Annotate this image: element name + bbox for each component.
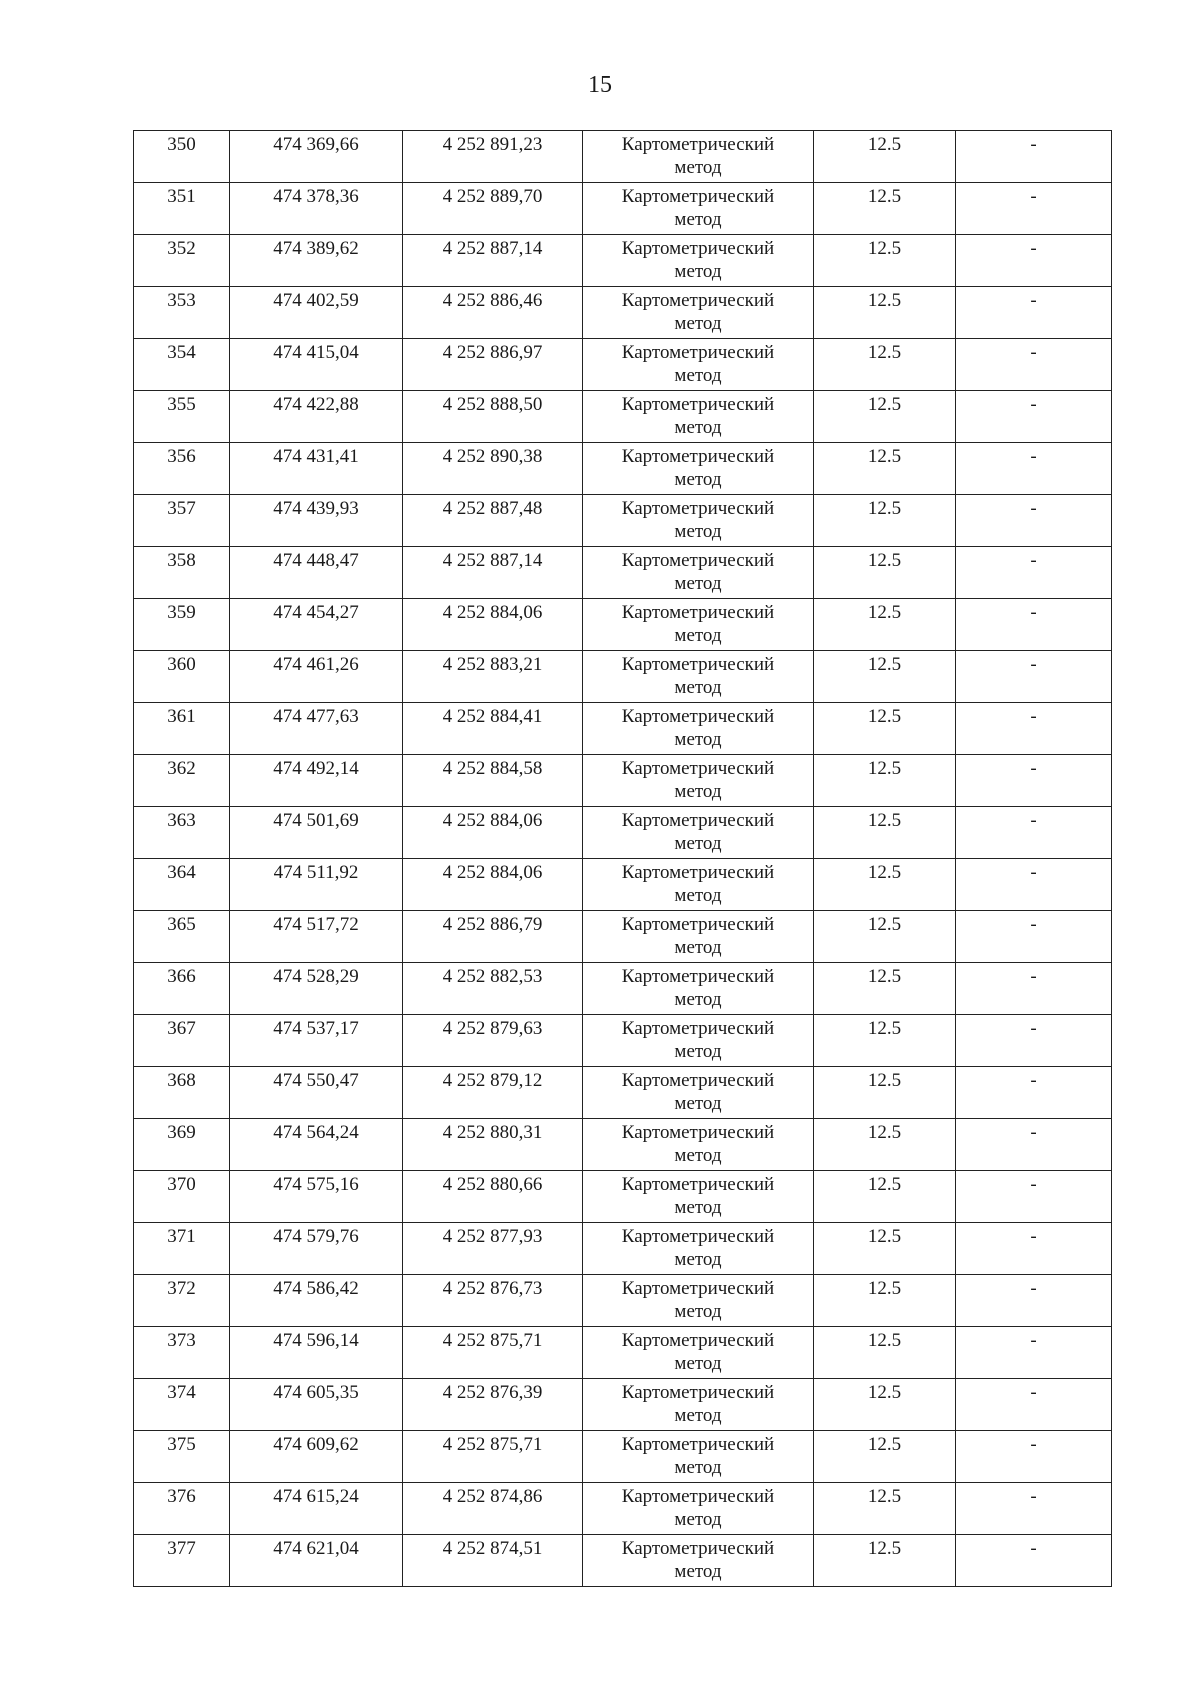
method-line-1: Картометрический <box>621 550 775 571</box>
accuracy-cell: 12.5 <box>814 1535 956 1587</box>
accuracy-cell: 12.5 <box>814 339 956 391</box>
point-number-cell: 367 <box>134 1015 230 1067</box>
point-number-cell: 374 <box>134 1379 230 1431</box>
point-number-cell: 369 <box>134 1119 230 1171</box>
point-number-cell: 364 <box>134 859 230 911</box>
method-line-2: метод <box>674 365 722 386</box>
table-row <box>134 391 1112 443</box>
note-cell: - <box>956 859 1112 911</box>
method-line-1: Картометрический <box>621 1174 775 1195</box>
table-row <box>134 443 1112 495</box>
note-cell: - <box>956 703 1112 755</box>
method-line-2: метод <box>674 937 722 958</box>
accuracy-cell: 12.5 <box>814 183 956 235</box>
method-cell <box>583 1119 814 1171</box>
method-cell <box>583 547 814 599</box>
y-coordinate-cell: 4 252 890,38 <box>403 443 583 495</box>
accuracy-cell: 12.5 <box>814 131 956 183</box>
x-coordinate-cell: 474 537,17 <box>230 1015 403 1067</box>
point-number-cell: 361 <box>134 703 230 755</box>
x-coordinate-cell: 474 615,24 <box>230 1483 403 1535</box>
x-coordinate-cell: 474 586,42 <box>230 1275 403 1327</box>
note-cell: - <box>956 963 1112 1015</box>
method-line-2: метод <box>674 989 722 1010</box>
method-cell <box>583 1067 814 1119</box>
method-line-1: Картометрический <box>621 290 775 311</box>
note-cell: - <box>956 807 1112 859</box>
y-coordinate-cell: 4 252 874,86 <box>403 1483 583 1535</box>
method-line-2: метод <box>674 833 722 854</box>
method-line-2: метод <box>674 1353 722 1374</box>
method-line-2: метод <box>674 1249 722 1270</box>
x-coordinate-cell: 474 492,14 <box>230 755 403 807</box>
note-cell: - <box>956 1119 1112 1171</box>
y-coordinate-cell: 4 252 882,53 <box>403 963 583 1015</box>
x-coordinate-cell: 474 596,14 <box>230 1327 403 1379</box>
method-cell <box>583 1223 814 1275</box>
table-row <box>134 183 1112 235</box>
coordinates-table <box>133 130 1112 1587</box>
method-cell <box>583 859 814 911</box>
method-line-1: Картометрический <box>621 446 775 467</box>
accuracy-cell: 12.5 <box>814 1275 956 1327</box>
table-row <box>134 287 1112 339</box>
table-row <box>134 339 1112 391</box>
method-cell <box>583 339 814 391</box>
method-line-2: метод <box>674 1509 722 1530</box>
accuracy-cell: 12.5 <box>814 495 956 547</box>
table-row <box>134 547 1112 599</box>
method-line-1: Картометрический <box>621 1486 775 1507</box>
method-cell <box>583 651 814 703</box>
table-row <box>134 859 1112 911</box>
accuracy-cell: 12.5 <box>814 235 956 287</box>
note-cell: - <box>956 599 1112 651</box>
x-coordinate-cell: 474 605,35 <box>230 1379 403 1431</box>
method-cell <box>583 599 814 651</box>
method-line-2: метод <box>674 885 722 906</box>
note-cell: - <box>956 495 1112 547</box>
point-number-cell: 363 <box>134 807 230 859</box>
note-cell: - <box>956 1171 1112 1223</box>
method-line-1: Картометрический <box>621 1330 775 1351</box>
note-cell: - <box>956 651 1112 703</box>
point-number-cell: 350 <box>134 131 230 183</box>
note-cell: - <box>956 1483 1112 1535</box>
method-line-2: метод <box>674 625 722 646</box>
accuracy-cell: 12.5 <box>814 391 956 443</box>
point-number-cell: 371 <box>134 1223 230 1275</box>
x-coordinate-cell: 474 378,36 <box>230 183 403 235</box>
method-line-1: Картометрический <box>621 1122 775 1143</box>
accuracy-cell: 12.5 <box>814 703 956 755</box>
y-coordinate-cell: 4 252 876,73 <box>403 1275 583 1327</box>
method-line-1: Картометрический <box>621 758 775 779</box>
page-number: 15 <box>588 72 612 98</box>
note-cell: - <box>956 131 1112 183</box>
method-line-2: метод <box>674 1041 722 1062</box>
note-cell: - <box>956 1275 1112 1327</box>
y-coordinate-cell: 4 252 879,63 <box>403 1015 583 1067</box>
method-cell <box>583 963 814 1015</box>
y-coordinate-cell: 4 252 880,31 <box>403 1119 583 1171</box>
note-cell: - <box>956 183 1112 235</box>
note-cell: - <box>956 1067 1112 1119</box>
x-coordinate-cell: 474 461,26 <box>230 651 403 703</box>
table-row <box>134 807 1112 859</box>
method-line-1: Картометрический <box>621 394 775 415</box>
accuracy-cell: 12.5 <box>814 1327 956 1379</box>
accuracy-cell: 12.5 <box>814 443 956 495</box>
note-cell: - <box>956 1223 1112 1275</box>
method-line-2: метод <box>674 313 722 334</box>
point-number-cell: 352 <box>134 235 230 287</box>
note-cell: - <box>956 443 1112 495</box>
x-coordinate-cell: 474 528,29 <box>230 963 403 1015</box>
method-line-2: метод <box>674 1457 722 1478</box>
method-cell <box>583 131 814 183</box>
y-coordinate-cell: 4 252 891,23 <box>403 131 583 183</box>
table-row <box>134 1171 1112 1223</box>
table-row <box>134 1015 1112 1067</box>
accuracy-cell: 12.5 <box>814 1379 956 1431</box>
table-row <box>134 1379 1112 1431</box>
method-cell <box>583 911 814 963</box>
accuracy-cell: 12.5 <box>814 859 956 911</box>
method-cell <box>583 703 814 755</box>
method-line-1: Картометрический <box>621 914 775 935</box>
method-cell <box>583 1535 814 1587</box>
note-cell: - <box>956 1327 1112 1379</box>
y-coordinate-cell: 4 252 880,66 <box>403 1171 583 1223</box>
point-number-cell: 357 <box>134 495 230 547</box>
table-row <box>134 1119 1112 1171</box>
accuracy-cell: 12.5 <box>814 755 956 807</box>
method-cell <box>583 755 814 807</box>
table-row <box>134 235 1112 287</box>
note-cell: - <box>956 391 1112 443</box>
point-number-cell: 365 <box>134 911 230 963</box>
x-coordinate-cell: 474 575,16 <box>230 1171 403 1223</box>
method-line-1: Картометрический <box>621 862 775 883</box>
table-row <box>134 599 1112 651</box>
x-coordinate-cell: 474 439,93 <box>230 495 403 547</box>
note-cell: - <box>956 235 1112 287</box>
note-cell: - <box>956 911 1112 963</box>
method-line-2: метод <box>674 157 722 178</box>
method-line-2: метод <box>674 729 722 750</box>
y-coordinate-cell: 4 252 884,06 <box>403 807 583 859</box>
method-line-1: Картометрический <box>621 706 775 727</box>
method-line-1: Картометрический <box>621 1434 775 1455</box>
method-cell <box>583 1171 814 1223</box>
point-number-cell: 377 <box>134 1535 230 1587</box>
method-line-1: Картометрический <box>621 966 775 987</box>
note-cell: - <box>956 1015 1112 1067</box>
accuracy-cell: 12.5 <box>814 1483 956 1535</box>
point-number-cell: 368 <box>134 1067 230 1119</box>
accuracy-cell: 12.5 <box>814 807 956 859</box>
accuracy-cell: 12.5 <box>814 287 956 339</box>
note-cell: - <box>956 1379 1112 1431</box>
table-row <box>134 1535 1112 1587</box>
note-cell: - <box>956 547 1112 599</box>
method-line-1: Картометрический <box>621 1538 775 1559</box>
note-cell: - <box>956 1535 1112 1587</box>
y-coordinate-cell: 4 252 879,12 <box>403 1067 583 1119</box>
x-coordinate-cell: 474 422,88 <box>230 391 403 443</box>
x-coordinate-cell: 474 550,47 <box>230 1067 403 1119</box>
point-number-cell: 359 <box>134 599 230 651</box>
x-coordinate-cell: 474 402,59 <box>230 287 403 339</box>
point-number-cell: 353 <box>134 287 230 339</box>
method-line-1: Картометрический <box>621 810 775 831</box>
x-coordinate-cell: 474 579,76 <box>230 1223 403 1275</box>
note-cell: - <box>956 339 1112 391</box>
method-line-2: метод <box>674 573 722 594</box>
method-cell <box>583 1327 814 1379</box>
x-coordinate-cell: 474 621,04 <box>230 1535 403 1587</box>
method-cell <box>583 807 814 859</box>
method-cell <box>583 287 814 339</box>
y-coordinate-cell: 4 252 884,41 <box>403 703 583 755</box>
coordinates-table-body <box>134 131 1112 1587</box>
y-coordinate-cell: 4 252 884,06 <box>403 859 583 911</box>
accuracy-cell: 12.5 <box>814 911 956 963</box>
accuracy-cell: 12.5 <box>814 1431 956 1483</box>
y-coordinate-cell: 4 252 884,06 <box>403 599 583 651</box>
point-number-cell: 360 <box>134 651 230 703</box>
method-line-1: Картометрический <box>621 342 775 363</box>
x-coordinate-cell: 474 477,63 <box>230 703 403 755</box>
x-coordinate-cell: 474 501,69 <box>230 807 403 859</box>
method-cell <box>583 391 814 443</box>
method-line-2: метод <box>674 1093 722 1114</box>
point-number-cell: 376 <box>134 1483 230 1535</box>
y-coordinate-cell: 4 252 876,39 <box>403 1379 583 1431</box>
accuracy-cell: 12.5 <box>814 1171 956 1223</box>
accuracy-cell: 12.5 <box>814 1067 956 1119</box>
accuracy-cell: 12.5 <box>814 547 956 599</box>
note-cell: - <box>956 1431 1112 1483</box>
x-coordinate-cell: 474 369,66 <box>230 131 403 183</box>
point-number-cell: 354 <box>134 339 230 391</box>
method-line-1: Картометрический <box>621 238 775 259</box>
method-cell <box>583 443 814 495</box>
method-line-2: метод <box>674 1561 722 1582</box>
y-coordinate-cell: 4 252 887,48 <box>403 495 583 547</box>
method-line-1: Картометрический <box>621 1278 775 1299</box>
accuracy-cell: 12.5 <box>814 963 956 1015</box>
point-number-cell: 351 <box>134 183 230 235</box>
point-number-cell: 373 <box>134 1327 230 1379</box>
method-line-1: Картометрический <box>621 134 775 155</box>
x-coordinate-cell: 474 609,62 <box>230 1431 403 1483</box>
method-line-1: Картометрический <box>621 1070 775 1091</box>
method-cell <box>583 183 814 235</box>
method-line-2: метод <box>674 261 722 282</box>
x-coordinate-cell: 474 511,92 <box>230 859 403 911</box>
table-row <box>134 911 1112 963</box>
method-cell <box>583 1379 814 1431</box>
method-cell <box>583 235 814 287</box>
accuracy-cell: 12.5 <box>814 1223 956 1275</box>
accuracy-cell: 12.5 <box>814 1015 956 1067</box>
point-number-cell: 370 <box>134 1171 230 1223</box>
method-cell <box>583 1275 814 1327</box>
method-cell <box>583 1431 814 1483</box>
y-coordinate-cell: 4 252 888,50 <box>403 391 583 443</box>
table-row <box>134 1327 1112 1379</box>
y-coordinate-cell: 4 252 875,71 <box>403 1431 583 1483</box>
y-coordinate-cell: 4 252 886,46 <box>403 287 583 339</box>
point-number-cell: 358 <box>134 547 230 599</box>
x-coordinate-cell: 474 517,72 <box>230 911 403 963</box>
method-line-1: Картометрический <box>621 654 775 675</box>
method-line-2: метод <box>674 1301 722 1322</box>
method-line-2: метод <box>674 1405 722 1426</box>
point-number-cell: 362 <box>134 755 230 807</box>
method-line-1: Картометрический <box>621 498 775 519</box>
accuracy-cell: 12.5 <box>814 599 956 651</box>
table-row <box>134 1275 1112 1327</box>
method-line-2: метод <box>674 209 722 230</box>
table-row <box>134 703 1112 755</box>
method-line-1: Картометрический <box>621 1382 775 1403</box>
accuracy-cell: 12.5 <box>814 651 956 703</box>
method-line-2: метод <box>674 417 722 438</box>
method-line-1: Картометрический <box>621 602 775 623</box>
method-line-2: метод <box>674 1197 722 1218</box>
method-line-2: метод <box>674 781 722 802</box>
x-coordinate-cell: 474 564,24 <box>230 1119 403 1171</box>
x-coordinate-cell: 474 415,04 <box>230 339 403 391</box>
y-coordinate-cell: 4 252 883,21 <box>403 651 583 703</box>
y-coordinate-cell: 4 252 886,79 <box>403 911 583 963</box>
point-number-cell: 355 <box>134 391 230 443</box>
method-line-1: Картометрический <box>621 1018 775 1039</box>
y-coordinate-cell: 4 252 884,58 <box>403 755 583 807</box>
method-line-1: Картометрический <box>621 1226 775 1247</box>
method-cell <box>583 1483 814 1535</box>
table-row <box>134 131 1112 183</box>
point-number-cell: 372 <box>134 1275 230 1327</box>
y-coordinate-cell: 4 252 887,14 <box>403 547 583 599</box>
accuracy-cell: 12.5 <box>814 1119 956 1171</box>
y-coordinate-cell: 4 252 874,51 <box>403 1535 583 1587</box>
table-row <box>134 963 1112 1015</box>
x-coordinate-cell: 474 389,62 <box>230 235 403 287</box>
method-cell <box>583 495 814 547</box>
x-coordinate-cell: 474 448,47 <box>230 547 403 599</box>
table-row <box>134 1223 1112 1275</box>
table-row <box>134 1067 1112 1119</box>
point-number-cell: 366 <box>134 963 230 1015</box>
note-cell: - <box>956 755 1112 807</box>
note-cell: - <box>956 287 1112 339</box>
x-coordinate-cell: 474 431,41 <box>230 443 403 495</box>
y-coordinate-cell: 4 252 875,71 <box>403 1327 583 1379</box>
method-line-1: Картометрический <box>621 186 775 207</box>
y-coordinate-cell: 4 252 887,14 <box>403 235 583 287</box>
table-row <box>134 495 1112 547</box>
method-line-2: метод <box>674 521 722 542</box>
method-line-2: метод <box>674 469 722 490</box>
point-number-cell: 375 <box>134 1431 230 1483</box>
y-coordinate-cell: 4 252 889,70 <box>403 183 583 235</box>
table-row <box>134 755 1112 807</box>
point-number-cell: 356 <box>134 443 230 495</box>
method-line-2: метод <box>674 677 722 698</box>
method-line-2: метод <box>674 1145 722 1166</box>
x-coordinate-cell: 474 454,27 <box>230 599 403 651</box>
table-row <box>134 1431 1112 1483</box>
method-cell <box>583 1015 814 1067</box>
table-row <box>134 651 1112 703</box>
table-row <box>134 1483 1112 1535</box>
y-coordinate-cell: 4 252 886,97 <box>403 339 583 391</box>
y-coordinate-cell: 4 252 877,93 <box>403 1223 583 1275</box>
